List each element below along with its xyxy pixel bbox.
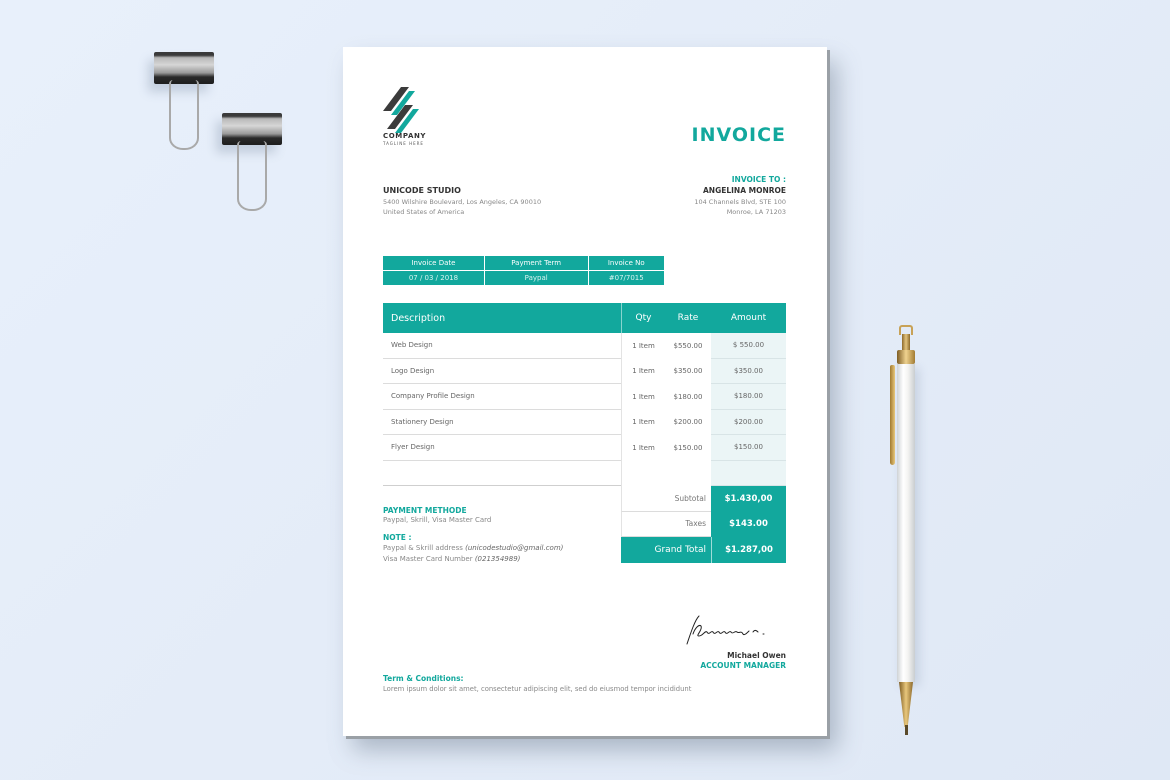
- company-logo-name: COMPANY: [383, 132, 427, 140]
- pen-barrel: [897, 364, 915, 682]
- column-header-qty: Qty: [621, 303, 665, 333]
- item-qty: 1 Item: [621, 435, 665, 461]
- grand-total-value: $1.287,00: [711, 537, 786, 563]
- item-amount: $200.00: [711, 410, 786, 436]
- item-amount: $350.00: [711, 359, 786, 385]
- pen-clip: [890, 365, 895, 465]
- item-rate: $150.00: [673, 443, 703, 452]
- meta-header-invoice-date: Invoice Date: [383, 256, 484, 270]
- bill-to-address-line: 104 Channels Blvd, STE 100: [694, 198, 786, 206]
- bill-to-label: INVOICE TO :: [731, 175, 786, 184]
- pen-collar: [897, 350, 915, 364]
- taxes-row: [621, 512, 786, 538]
- signatory-role: ACCOUNT MANAGER: [700, 661, 786, 670]
- empty-cell: [665, 461, 711, 487]
- terms-text: Lorem ipsum dolor sit amet, consectetur adipiscing elit, sed do eiusmod tempor incididunt: [383, 685, 692, 693]
- payment-method-text: Paypal, Skrill, Visa Master Card: [383, 516, 492, 524]
- note-card-number: (021354989): [474, 555, 521, 563]
- empty-cell: [711, 461, 786, 487]
- item-description: Stationery Design: [383, 410, 621, 436]
- meta-payment-term: Paypal: [484, 270, 588, 285]
- column-header-description: Description: [391, 312, 446, 324]
- line-items-table: [383, 303, 786, 486]
- item-rate: $350.00: [673, 367, 703, 376]
- bill-to-address-line: Monroe, LA 71203: [726, 208, 786, 216]
- item-qty: 1 Item: [621, 410, 665, 436]
- taxes-label: Taxes: [621, 512, 711, 538]
- signature-icon: [681, 612, 771, 648]
- item-description: Company Profile Design: [383, 384, 621, 410]
- empty-cell: [621, 461, 665, 487]
- table-row: [383, 384, 786, 410]
- pen-neck: [902, 334, 910, 350]
- totals-block: [621, 486, 786, 563]
- table-row: [383, 333, 786, 359]
- signatory-name: Michael Owen: [727, 651, 786, 660]
- item-rate: $180.00: [673, 392, 703, 401]
- binder-clip: [154, 52, 214, 152]
- meta-header-invoice-no: Invoice No: [588, 256, 664, 270]
- subtotal-label: Subtotal: [621, 486, 711, 512]
- meta-header-row: [383, 256, 664, 270]
- note-label: NOTE :: [383, 533, 412, 542]
- table-row: [383, 435, 786, 461]
- column-header-amount: Amount: [730, 313, 767, 323]
- table-row: [383, 359, 786, 385]
- binder-clip: [222, 113, 282, 213]
- item-rate: $200.00: [673, 418, 703, 427]
- bill-to-name: ANGELINA MONROE: [702, 186, 786, 195]
- table-row: [383, 410, 786, 436]
- meta-header-payment-term: Payment Term: [484, 256, 588, 270]
- item-amount: $150.00: [711, 435, 786, 461]
- table-row-empty: [383, 461, 786, 487]
- item-description: Logo Design: [383, 359, 621, 385]
- sender-address: [383, 197, 541, 217]
- item-amount: $ 550.00: [711, 333, 786, 359]
- subtotal-row: [621, 486, 786, 512]
- pen: [888, 325, 928, 745]
- bill-to-address: [694, 197, 786, 217]
- pen-tip: [899, 682, 913, 727]
- meta-invoice-date: 07 / 03 / 2018: [383, 270, 484, 285]
- invoice-meta-table: [383, 256, 664, 285]
- sender-name: UNICODE STUDIO: [383, 186, 461, 195]
- empty-cell: [383, 461, 621, 487]
- line-items-header: [383, 303, 786, 333]
- column-header-rate: Rate: [677, 313, 699, 323]
- binder-clip-handle: [237, 141, 267, 211]
- document-title: INVOICE: [691, 124, 786, 146]
- item-description: Flyer Design: [383, 435, 621, 461]
- item-qty: 1 Item: [621, 384, 665, 410]
- item-rate: $550.00: [673, 341, 703, 350]
- sender-address-line: United States of America: [383, 208, 465, 216]
- taxes-value: $143.00: [711, 512, 786, 538]
- note-line-text: Paypal & Skrill address: [383, 544, 466, 552]
- terms-label: Term & Conditions:: [383, 674, 464, 683]
- grand-total-row: [621, 537, 786, 563]
- invoice-document: [343, 47, 827, 736]
- pen-lead: [905, 725, 908, 735]
- sender-address-line: 5400 Wilshire Boulevard, Los Angeles, CA 90010: [383, 198, 542, 206]
- meta-value-row: [383, 270, 664, 285]
- note-email: (unicodestudio@gmail.com): [465, 544, 564, 552]
- note-line: [383, 544, 563, 552]
- item-description: Web Design: [383, 333, 621, 359]
- note-line-text: Visa Master Card Number: [383, 555, 475, 563]
- item-qty: 1 Item: [621, 359, 665, 385]
- item-amount: $180.00: [711, 384, 786, 410]
- company-logo-tagline: TAGLINE HERE: [383, 141, 424, 146]
- payment-method-label: PAYMENT METHODE: [383, 506, 467, 515]
- item-qty: 1 Item: [621, 333, 665, 359]
- meta-invoice-no: #07/7015: [588, 270, 664, 285]
- grand-total-label: Grand Total: [621, 537, 711, 563]
- note-line: [383, 555, 520, 563]
- binder-clip-handle: [169, 80, 199, 150]
- subtotal-value: $1.430,00: [711, 486, 786, 512]
